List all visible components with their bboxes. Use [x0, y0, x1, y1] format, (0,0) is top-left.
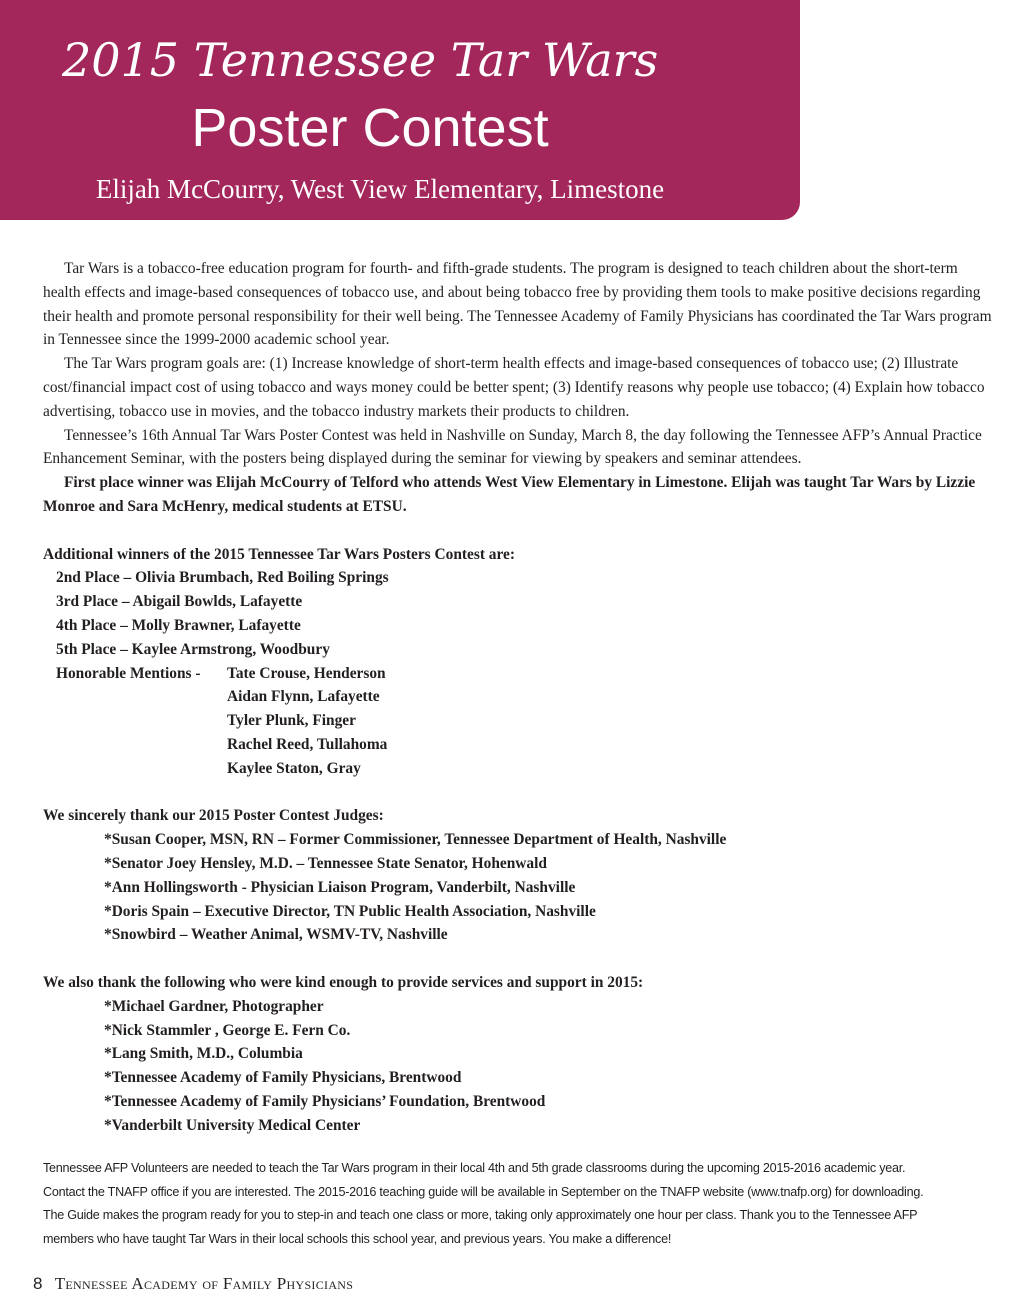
- volunteer-note-line: Tennessee AFP Volunteers are needed to teach the Tar Wars program in their local 4th and 5th grade classrooms during the upcoming 2015-2016 academic year.: [43, 1161, 906, 1175]
- honorable-mention-item: Kaylee Staton, Gray: [227, 759, 361, 777]
- page-number: 8: [33, 1274, 43, 1293]
- honorable-mention-item: Tate Crouse, Henderson: [227, 664, 386, 682]
- header-banner: [0, 0, 800, 220]
- volunteer-note-line: Contact the TNAFP office if you are interested. The 2015-2016 teaching guide will be available in September on the TNAFP website (www.tnafp.org) for downloading.: [43, 1184, 924, 1199]
- volunteer-note-line: members who have taught Tar Wars in their local schools this school year, and previous years. You make a difference!: [43, 1231, 672, 1246]
- support-item: *Nick Stammler , George E. Fern Co.: [104, 1021, 351, 1039]
- organization-name: Tennessee Academy of Family Physicians: [54, 1274, 354, 1293]
- page-footer: [33, 1273, 353, 1295]
- first-place-paragraph: First place winner was Elijah McCourry of Telford who attends West View Elementary in Limestone. Elijah was taught Tar Wars by Lizzie Monroe and Sara McHenry, medical students at ETSU.: [43, 474, 976, 515]
- judge-item: *Doris Spain – Executive Director, TN Public Health Association, Nashville: [104, 902, 596, 920]
- support-item: *Lang Smith, M.D., Columbia: [104, 1045, 303, 1063]
- article-body: [43, 257, 993, 1137]
- goals-paragraph: The Tar Wars program goals are: (1) Increase knowledge of short-term health effects and image-based consequences of tobacco use; (2) Illustrate cost/financial impact cost of using tobacco and ways money could be better spent; (3) Identify reasons why people use tobacco; (4) Explain how tobacco advertising, tobacco use in movies, and the tobacco industry markets their products to children.: [43, 355, 985, 420]
- honorable-mention-row: [43, 662, 993, 686]
- script-title: 2015 Tennessee Tar Wars: [62, 33, 659, 87]
- contest-paragraph: Tennessee’s 16th Annual Tar Wars Poster Contest was held in Nashville on Sunday, March 8, the day following the Tennessee AFP’s Annual Practice Enhancement Seminar, with the posters being displayed during the seminar for viewing by speakers and seminar attendees.: [43, 426, 982, 468]
- honorable-mentions-label: Honorable Mentions -: [56, 664, 201, 682]
- judge-item: *Susan Cooper, MSN, RN – Former Commissioner, Tennessee Department of Health, Nashville: [104, 831, 727, 849]
- honorable-mention-item: Aidan Flynn, Lafayette: [227, 688, 380, 706]
- support-item: *Vanderbilt University Medical Center: [104, 1116, 361, 1134]
- judges-heading: We sincerely thank our 2015 Poster Contest Judges:: [43, 807, 384, 825]
- winner-item: 2nd Place – Olivia Brumbach, Red Boiling Springs: [56, 569, 389, 587]
- page-subtitle: Elijah McCourry, West View Elementary, Limestone: [95, 174, 665, 204]
- winner-item: 5th Place – Kaylee Armstrong, Woodbury: [56, 640, 330, 658]
- winner-item: 4th Place – Molly Brawner, Lafayette: [56, 616, 301, 634]
- intro-paragraph: Tar Wars is a tobacco-free education program for fourth- and fifth-grade students. The program is designed to teach children about the short-term health effects and image-based consequences of tobacco use, and about being tobacco free by providing them tools to make positive decisions regarding their health and promote personal responsibility for their well being. The Tennessee Academy of Family Physicians has coordinated the Tar Wars program in Tennessee since the 1999-2000 academic school year.: [43, 260, 992, 349]
- volunteer-note-line: The Guide makes the program ready for you to step-in and teach one class or more, taking only approximately one hour per class. Thank you to the Tennessee AFP: [43, 1208, 918, 1223]
- support-item: *Tennessee Academy of Family Physicians’ Foundation, Brentwood: [104, 1092, 546, 1110]
- support-item: *Michael Gardner, Photographer: [104, 997, 324, 1015]
- volunteer-note: [43, 1157, 1003, 1251]
- honorable-mention-item: Rachel Reed, Tullahoma: [227, 735, 388, 753]
- page-title: Poster Contest: [191, 98, 549, 158]
- judge-item: *Snowbird – Weather Animal, WSMV-TV, Nashville: [104, 926, 448, 944]
- support-heading: We also thank the following who were kind enough to provide services and support in 2015:: [43, 973, 644, 991]
- winners-heading: Additional winners of the 2015 Tennessee Tar Wars Posters Contest are:: [43, 545, 515, 563]
- judge-item: *Senator Joey Hensley, M.D. – Tennessee State Senator, Hohenwald: [104, 854, 547, 872]
- winner-item: 3rd Place – Abigail Bowlds, Lafayette: [56, 593, 303, 611]
- support-item: *Tennessee Academy of Family Physicians, Brentwood: [104, 1069, 462, 1087]
- judge-item: *Ann Hollingsworth - Physician Liaison Program, Vanderbilt, Nashville: [104, 878, 576, 896]
- honorable-mention-item: Tyler Plunk, Finger: [227, 712, 356, 730]
